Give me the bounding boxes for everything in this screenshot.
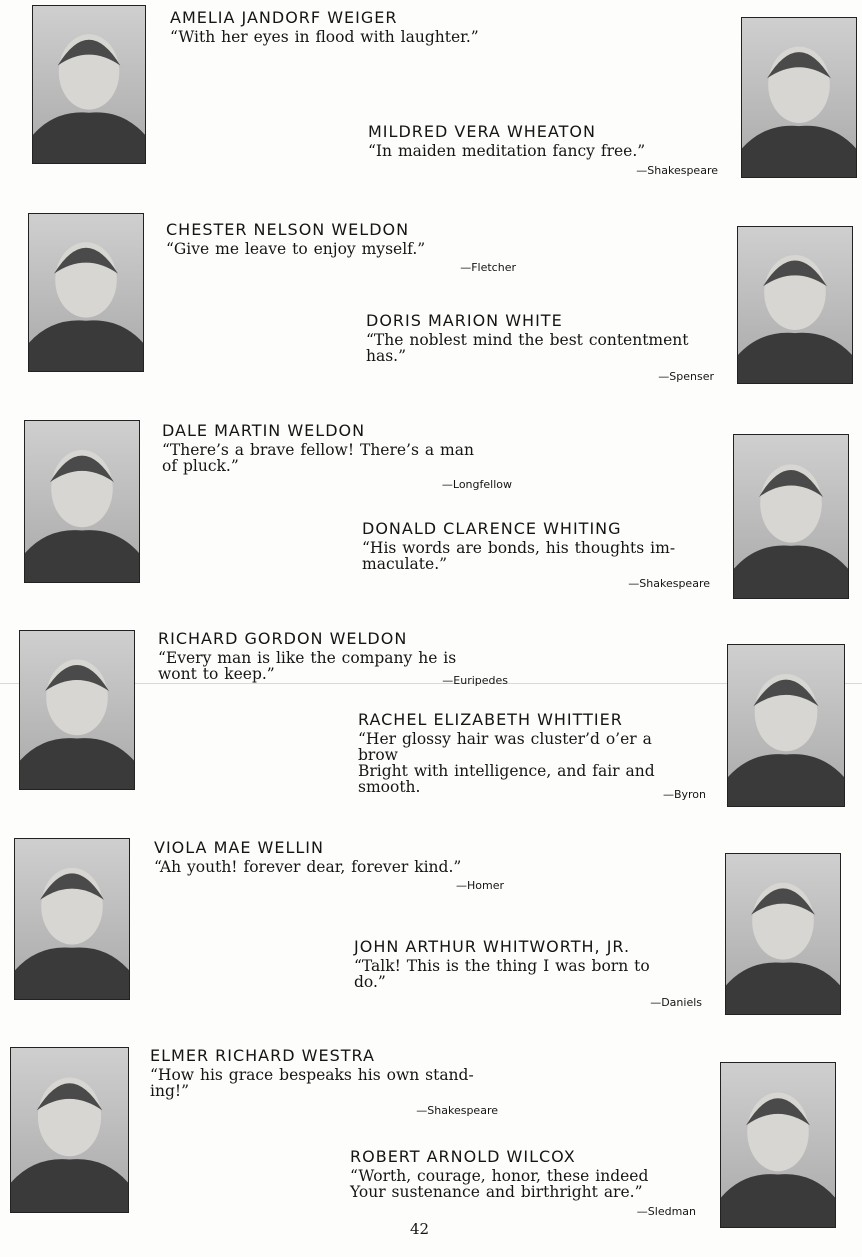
portrait-shoulders bbox=[11, 1159, 128, 1212]
photo-elmer-westra bbox=[10, 1047, 129, 1213]
student-name: RICHARD GORDON WELDON bbox=[158, 629, 408, 648]
photo-dale-weldon bbox=[24, 420, 140, 583]
portrait-silhouette bbox=[721, 1063, 835, 1227]
entry-elmer-westra bbox=[150, 1046, 500, 1121]
portrait-silhouette bbox=[734, 435, 848, 598]
entry-donald-whiting bbox=[362, 519, 710, 594]
entry-doris-white bbox=[366, 311, 714, 386]
quote-attribution: —Fletcher bbox=[460, 261, 516, 274]
photo-doris-white bbox=[737, 226, 853, 384]
student-quote: “The noblest mind the best contentment has.” bbox=[366, 331, 689, 365]
student-quote: “His words are bonds, his thoughts im- maculate.” bbox=[362, 539, 676, 573]
portrait-silhouette bbox=[25, 421, 139, 582]
entry-amelia-weiger bbox=[170, 8, 710, 45]
quote-attribution: —Shakespeare bbox=[628, 577, 710, 590]
portrait-shoulders bbox=[33, 112, 145, 163]
photo-chester-weldon bbox=[28, 213, 144, 372]
photo-rachel-whittier bbox=[727, 644, 845, 807]
entry-chester-weldon bbox=[166, 220, 516, 275]
quote-attribution: —Sledman bbox=[636, 1205, 696, 1218]
student-quote: “Ah youth! forever dear, forever kind.” bbox=[154, 858, 462, 876]
quote-attribution: —Shakespeare bbox=[416, 1104, 498, 1117]
photo-donald-whiting bbox=[733, 434, 849, 599]
student-quote: “With her eyes in flood with laughter.” bbox=[170, 28, 479, 46]
student-quote: “Worth, courage, honor, these indeed Your sustenance and birthright are.” bbox=[350, 1167, 649, 1201]
photo-mildred-wheaton bbox=[741, 17, 857, 178]
student-name: ROBERT ARNOLD WILCOX bbox=[350, 1147, 576, 1166]
portrait-shoulders bbox=[29, 320, 143, 371]
portrait-shoulders bbox=[738, 333, 852, 383]
portrait-shoulders bbox=[726, 962, 840, 1014]
quote-attribution: —Daniels bbox=[650, 996, 702, 1009]
quote-attribution: —Longfellow bbox=[441, 478, 512, 491]
student-name: JOHN ARTHUR WHITWORTH, JR. bbox=[354, 937, 631, 956]
page-number: 42 bbox=[410, 1220, 430, 1238]
student-name: DORIS MARION WHITE bbox=[366, 311, 563, 330]
portrait-shoulders bbox=[734, 545, 848, 598]
student-quote: “In maiden meditation fancy free.” bbox=[368, 142, 646, 160]
portrait-silhouette bbox=[33, 6, 145, 163]
portrait-shoulders bbox=[25, 530, 139, 582]
student-name: RACHEL ELIZABETH WHITTIER bbox=[358, 710, 623, 729]
portrait-shoulders bbox=[721, 1174, 835, 1227]
student-quote: “Her glossy hair was cluster’d o’er a brow Bright with intelligence, and fair and smooth. bbox=[358, 730, 655, 796]
entry-john-whitworth bbox=[354, 937, 704, 1013]
student-name: ELMER RICHARD WESTRA bbox=[150, 1046, 375, 1065]
portrait-shoulders bbox=[20, 738, 134, 789]
student-quote: “How his grace bespeaks his own stand- ing!” bbox=[150, 1066, 474, 1100]
entry-dale-weldon bbox=[162, 421, 512, 493]
photo-viola-wellin bbox=[14, 838, 130, 1000]
entry-mildred-wheaton bbox=[368, 122, 718, 182]
entry-viola-wellin bbox=[154, 838, 504, 896]
student-quote: “Every man is like the company he is wont to keep.” bbox=[158, 649, 457, 683]
photo-john-whitworth bbox=[725, 853, 841, 1015]
student-quote: “There’s a brave fellow! There’s a man of pluck.” bbox=[162, 441, 474, 475]
photo-amelia-weiger bbox=[32, 5, 146, 164]
portrait-silhouette bbox=[11, 1048, 128, 1212]
student-name: VIOLA MAE WELLIN bbox=[154, 838, 324, 857]
student-name: AMELIA JANDORF WEIGER bbox=[170, 8, 398, 27]
entry-robert-wilcox bbox=[350, 1147, 698, 1219]
quote-attribution: —Euripedes bbox=[442, 674, 508, 687]
quote-attribution: —Spenser bbox=[658, 370, 714, 383]
portrait-silhouette bbox=[29, 214, 143, 371]
student-name: CHESTER NELSON WELDON bbox=[166, 220, 410, 239]
portrait-silhouette bbox=[726, 854, 840, 1014]
student-quote: “Talk! This is the thing I was born to do.” bbox=[354, 957, 650, 991]
portrait-silhouette bbox=[742, 18, 856, 177]
portrait-silhouette bbox=[728, 645, 844, 806]
student-name: MILDRED VERA WHEATON bbox=[368, 122, 596, 141]
student-name: DALE MARTIN WELDON bbox=[162, 421, 366, 440]
portrait-shoulders bbox=[742, 126, 856, 177]
portrait-silhouette bbox=[738, 227, 852, 383]
portrait-shoulders bbox=[728, 754, 844, 806]
photo-robert-wilcox bbox=[720, 1062, 836, 1228]
quote-attribution: —Byron bbox=[662, 788, 706, 801]
photo-richard-weldon bbox=[19, 630, 135, 790]
portrait-silhouette bbox=[20, 631, 134, 789]
student-name: DONALD CLARENCE WHITING bbox=[362, 519, 622, 538]
portrait-shoulders bbox=[15, 947, 129, 999]
entry-rachel-whittier bbox=[358, 710, 708, 805]
entry-richard-weldon bbox=[158, 629, 508, 689]
portrait-silhouette bbox=[15, 839, 129, 999]
quote-attribution: —Homer bbox=[455, 879, 504, 892]
quote-attribution: —Shakespeare bbox=[636, 164, 718, 177]
student-quote: “Give me leave to enjoy myself.” bbox=[166, 240, 426, 258]
